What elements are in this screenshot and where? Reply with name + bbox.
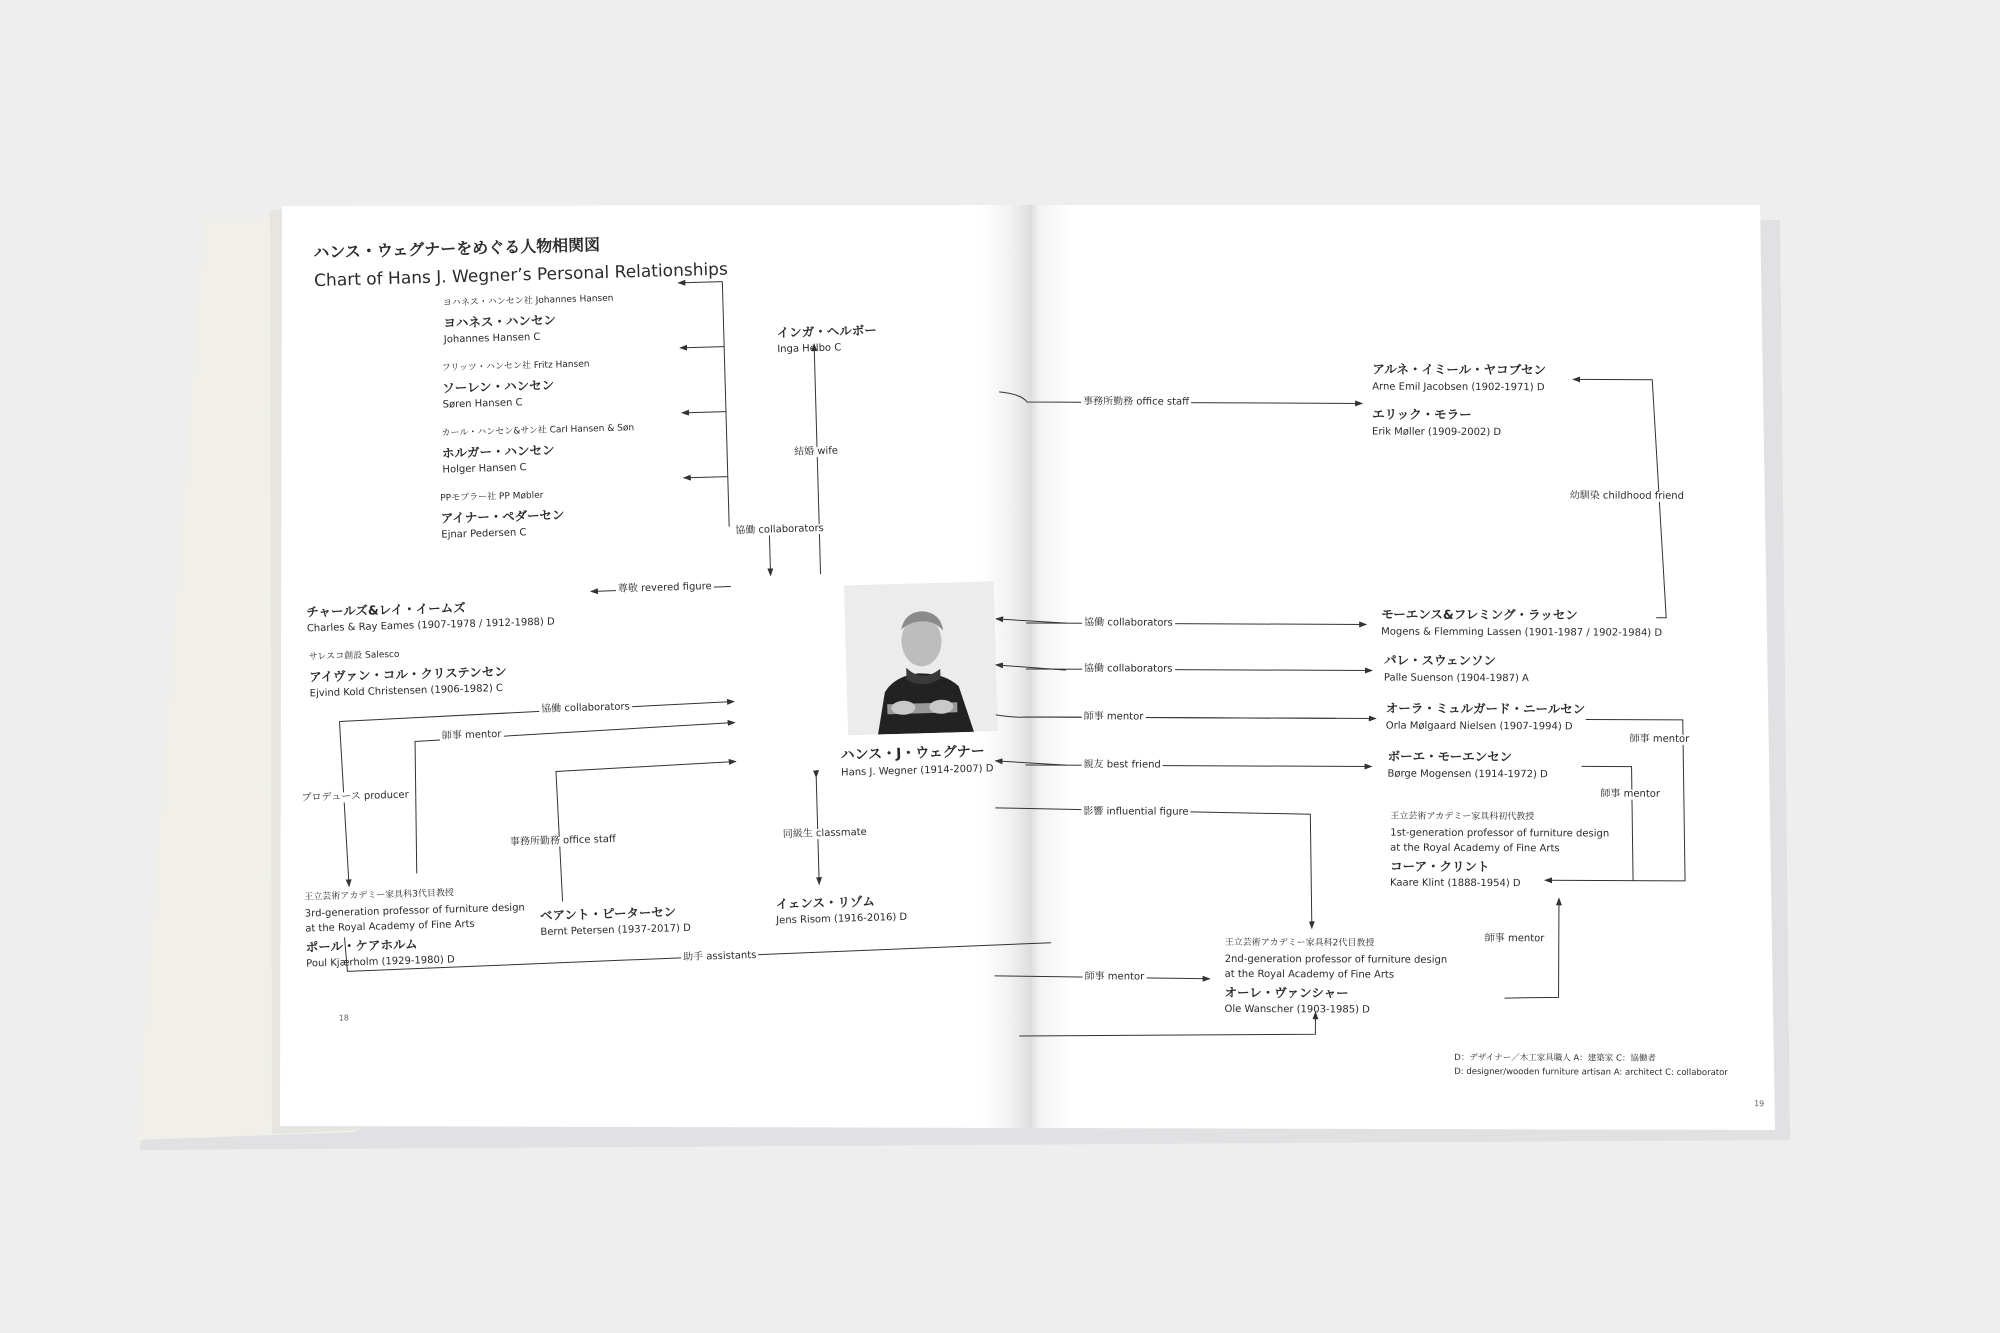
mogens-name-en: Mogens & Flemming Lassen (1901-1987 / 1902-1984) D bbox=[1381, 626, 1663, 639]
borge-mentor-bracket bbox=[1581, 766, 1633, 880]
borge-name-jp: ボーエ・モーエンセン bbox=[1387, 748, 1513, 765]
ole-mentor-label: 師事 mentor bbox=[1484, 933, 1545, 945]
ole-mentor-line bbox=[1505, 898, 1559, 998]
page-number-right: 19 bbox=[1754, 1099, 1765, 1109]
ejnar-company: PPモブラー社 PP Møbler bbox=[440, 490, 544, 504]
eames-name-jp: チャールズ&レイ・イームズ bbox=[306, 599, 466, 620]
collab-mogens-line bbox=[1026, 623, 1366, 624]
bernt-name-en: Bernt Petersen (1937-2017) D bbox=[540, 922, 692, 939]
poul-title-en1: 3rd-generation professor of furniture design bbox=[304, 902, 525, 920]
holger-name-jp: ホルガー・ハンセン bbox=[441, 442, 555, 461]
erik-name-jp: エリック・モラー bbox=[1372, 406, 1472, 422]
best-friend-label: 親友 best friend bbox=[1083, 759, 1161, 771]
palle-name-en: Palle Suenson (1904-1987) A bbox=[1383, 672, 1529, 685]
producer-line bbox=[339, 721, 349, 886]
bernt-name-jp: ベアント・ピーターセン bbox=[539, 904, 677, 924]
bernt-office-line bbox=[556, 761, 740, 901]
collaborators-palle-label: 協働 collaborators bbox=[1083, 663, 1173, 675]
poul-title-jp: 王立芸術アカデミー家具科3代目教授 bbox=[304, 888, 455, 903]
legend-english: D: designer/wooden furniture artisan A: architect C: collaborator bbox=[1454, 1066, 1728, 1079]
collab-bracket-line bbox=[722, 282, 729, 527]
johannes-name-en: Johannes Hansen C bbox=[443, 331, 541, 346]
ole-title-en1: 2nd-generation professor of furniture design bbox=[1224, 953, 1448, 966]
poul-name-en: Poul Kjærholm (1929-1980) D bbox=[306, 954, 455, 970]
orla-name-en: Orla Mølgaard Nielsen (1907-1994) D bbox=[1385, 720, 1573, 733]
ole-name-jp: オーレ・ヴァンシャー bbox=[1224, 984, 1349, 1001]
jens-name-en: Jens Risom (1916-2016) D bbox=[776, 911, 908, 927]
poul-mentor-label: 師事 mentor bbox=[441, 729, 502, 742]
erik-name-en: Erik Møller (1909-2002) D bbox=[1371, 426, 1502, 439]
collab-palle-line bbox=[1026, 669, 1372, 671]
assistants-label: 助手 assistants bbox=[683, 949, 757, 964]
holger-company: カール・ハンセン&サン社 Carl Hansen & Søn bbox=[441, 423, 635, 439]
right-page bbox=[1024, 204, 1773, 1133]
kaare-name-jp: コーア・クリント bbox=[1390, 858, 1490, 875]
ejnar-name-en: Ejnar Pedersen C bbox=[441, 527, 527, 541]
poul-name-jp: ポール・ケアホルム bbox=[305, 936, 418, 955]
kaare-name-en: Kaare Klint (1888-1954) D bbox=[1390, 877, 1521, 890]
ole-title-jp: 王立芸術アカデミー家具科2代目教授 bbox=[1224, 937, 1375, 949]
collaborators-mogens-label: 協働 collaborators bbox=[1084, 617, 1173, 629]
legend-japanese: D：デザイナー／木工家具職人 A：建築家 C：協働者 bbox=[1454, 1052, 1656, 1064]
best-friend-line bbox=[1026, 765, 1372, 767]
wegner-name-en: Hans J. Wegner (1914-2007) D bbox=[840, 763, 994, 779]
ejvind-company: サレスコ創設 Salesco bbox=[308, 649, 400, 663]
page-number-left: 18 bbox=[338, 1013, 350, 1023]
johannes-name-jp: ヨハネス・ハンセン bbox=[443, 312, 557, 331]
childhood-label: 幼馴染 childhood friend bbox=[1569, 490, 1685, 502]
eames-name-en: Charles & Ray Eames (1907-1978 / 1912-1988) D bbox=[306, 616, 555, 635]
arne-name-en: Arne Emil Jacobsen (1902-1971) D bbox=[1372, 381, 1545, 394]
mentor-orla-label: 師事 mentor bbox=[1083, 711, 1144, 723]
portrait-photo-icon bbox=[844, 581, 998, 735]
orla-mentor-label: 師事 mentor bbox=[1629, 733, 1690, 745]
bernt-office-staff-label: 事務所勤務 office staff bbox=[509, 833, 616, 848]
arrow-to-holger bbox=[682, 412, 726, 413]
poul-mentor-line bbox=[413, 723, 739, 874]
wife-line bbox=[814, 344, 820, 574]
office-staff-label: 事務所勤務 office staff bbox=[1083, 396, 1190, 408]
ejvind-collab-line bbox=[339, 702, 734, 722]
ole-title-en2: at the Royal Academy of Fine Arts bbox=[1224, 968, 1395, 981]
arrow-to-ejnar bbox=[684, 477, 728, 478]
influential-line bbox=[995, 808, 1313, 928]
borge-name-en: Børge Mogensen (1914-1972) D bbox=[1387, 768, 1548, 781]
arrow-to-johannes bbox=[678, 282, 722, 283]
poul-title-en2: at the Royal Academy of Fine Arts bbox=[305, 918, 475, 935]
title-english: Chart of Hans J. Wegner’s Personal Relationships bbox=[313, 259, 729, 292]
collab-to-center-line bbox=[769, 530, 770, 575]
johannes-company: ヨハネス・ハンセン社 Johannes Hansen bbox=[442, 293, 614, 309]
arrow-to-soren bbox=[680, 347, 724, 348]
ejvind-name-en: Ejvind Kold Christensen (1906-1982) C bbox=[309, 682, 504, 700]
holger-name-en: Holger Hansen C bbox=[442, 462, 527, 476]
ejvind-name-jp: アイヴァン・コル・クリステンセン bbox=[309, 663, 507, 685]
jens-name-jp: イェンス・リゾム bbox=[775, 893, 876, 912]
ejnar-name-jp: アイナー・ペダーセン bbox=[440, 507, 565, 526]
title-japanese: ハンス・ウェグナーをめぐる人物相関図 bbox=[313, 235, 601, 263]
ole-name-en: Ole Wanscher (1903-1985) D bbox=[1224, 1003, 1370, 1016]
jens-mentor-label: 師事 mentor bbox=[1084, 971, 1145, 983]
influential-label: 影響 influential figure bbox=[1083, 806, 1189, 818]
classmate-label: 同級生 classmate bbox=[782, 826, 867, 841]
revered-label: 尊敬 revered figure bbox=[617, 581, 712, 595]
arne-name-jp: アルネ・イミール・ヤコブセン bbox=[1372, 361, 1547, 378]
borge-mentor-label: 師事 mentor bbox=[1600, 788, 1661, 800]
left-page bbox=[280, 183, 1056, 1130]
soren-company: フリッツ・ハンセン社 Fritz Hansen bbox=[441, 359, 590, 374]
ejvind-collaborators-label: 協働 collaborators bbox=[541, 701, 630, 715]
kaare-title-en1: 1st-generation professor of furniture design bbox=[1390, 827, 1610, 840]
orla-name-jp: オーラ・ミュルガード・ニールセン bbox=[1385, 700, 1586, 717]
wife-label: 結婚 wife bbox=[793, 445, 839, 458]
kaare-title-en2: at the Royal Academy of Fine Arts bbox=[1390, 842, 1560, 855]
palle-name-jp: パレ・スウェンソン bbox=[1383, 652, 1497, 669]
inga-name-jp: インガ・ヘルボー bbox=[776, 322, 877, 341]
kaare-title-jp: 王立芸術アカデミー家具科初代教授 bbox=[1390, 811, 1535, 823]
soren-name-jp: ソーレン・ハンセン bbox=[441, 377, 555, 396]
soren-name-en: Søren Hansen C bbox=[442, 397, 523, 411]
producer-label: プロデュース producer bbox=[301, 789, 409, 804]
inga-name-en: Inga Helbo C bbox=[777, 342, 842, 356]
collaborators-label-companies: 協働 collaborators bbox=[735, 522, 824, 537]
wegner-name-jp: ハンス・J・ウェグナー bbox=[840, 743, 986, 764]
mogens-name-jp: モーエンス&フレミング・ラッセン bbox=[1381, 606, 1578, 623]
